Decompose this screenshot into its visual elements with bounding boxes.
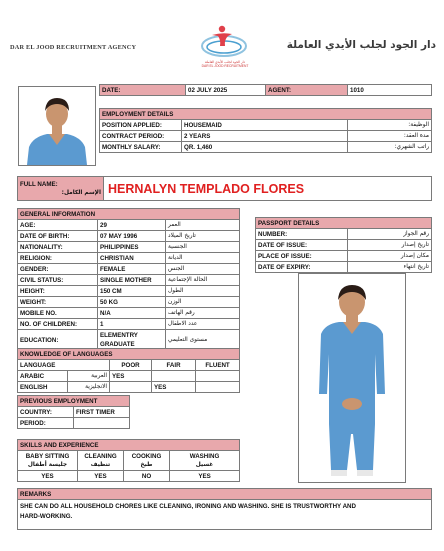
nationality-label-ar: الجنسية — [166, 242, 240, 253]
general-information-table — [17, 208, 240, 351]
age-label: AGE: — [18, 220, 98, 231]
agency-name-arabic: دار الجود لجلب الأيدي العاملة — [286, 39, 436, 51]
age-value: 29 — [98, 220, 166, 231]
skills-heading: SKILLS AND EXPERIENCE — [18, 440, 240, 451]
position-label-ar: الوظيفة: — [348, 120, 432, 131]
salary-label: MONTHLY SALARY: — [100, 142, 182, 153]
applicant-portrait-photo — [18, 86, 96, 166]
nationality-label: NATIONALITY: — [18, 242, 98, 253]
languages-header-language: LANGUAGE — [18, 360, 110, 371]
languages-header-fluent: FLUENT — [196, 360, 240, 371]
previous-country-value: FIRST TIMER — [74, 407, 130, 418]
contract-label-ar: مدة العقد: — [348, 131, 432, 142]
date-label: DATE: — [100, 85, 186, 96]
contract-value: 2 YEARS — [182, 131, 348, 142]
salary-label-ar: راتب الشهري: — [348, 142, 432, 153]
education-label: EDUCATION: — [18, 330, 98, 351]
full-name-value: HERNALYN TEMPLADO FLORES — [104, 177, 432, 201]
mobile-label: MOBILE NO. — [18, 308, 98, 319]
agent-label: AGENT: — [266, 85, 348, 96]
date-agent-table — [99, 84, 432, 96]
dob-label: DATE OF BIRTH: — [18, 231, 98, 242]
mobile-label-ar: رقم الهاتف — [166, 308, 240, 319]
height-label: HEIGHT: — [18, 286, 98, 297]
passport-issue-place-label: PLACE OF ISSUE: — [256, 251, 348, 262]
date-value: 02 JULY 2025 — [186, 85, 266, 96]
applicant-full-body-photo — [298, 273, 406, 483]
nationality-value: PHILIPPINES — [98, 242, 166, 253]
religion-label-ar: الديانة — [166, 253, 240, 264]
religion-value: CHRISTIAN — [98, 253, 166, 264]
agent-value: 1010 — [348, 85, 432, 96]
skill-cooking-value: NO — [124, 471, 170, 482]
position-label: POSITION APPLIED: — [100, 120, 182, 131]
skill-cleaning-value: YES — [78, 471, 124, 482]
passport-issue-date-label-ar: تاريخ إصدار — [348, 240, 432, 251]
gender-label: GENDER: — [18, 264, 98, 275]
age-label-ar: العمر — [166, 220, 240, 231]
remarks-heading: REMARKS — [18, 489, 432, 500]
agency-name-english: DAR EL JOOD RECRUITMENT AGENCY — [10, 44, 137, 51]
language-english-fluent — [196, 382, 240, 393]
position-value: HOUSEMAID — [182, 120, 348, 131]
languages-heading: KNOWLEDGE OF LANGUAGES — [18, 349, 240, 360]
language-arabic-label-ar: العربية — [68, 371, 110, 382]
remarks-table — [17, 488, 432, 530]
education-label-ar: مستوى التعليمي — [166, 330, 240, 351]
employment-details-table — [99, 108, 432, 153]
language-arabic-label: ARABIC — [18, 371, 68, 382]
weight-label-ar: الوزن — [166, 297, 240, 308]
previous-employment-heading: PREVIOUS EMPLOYMENT — [18, 396, 130, 407]
previous-period-label: PERIOD: — [18, 418, 74, 429]
weight-label: WEIGHT: — [18, 297, 98, 308]
general-information-heading: GENERAL INFORMATION — [18, 209, 240, 220]
language-english-poor — [110, 382, 152, 393]
skills-table — [17, 439, 240, 482]
skill-cleaning: CLEANING تنظيف — [78, 451, 124, 471]
gender-value: FEMALE — [98, 264, 166, 275]
language-arabic-fair — [152, 371, 196, 382]
agency-logo — [198, 22, 250, 60]
language-english-label: ENGLISH — [18, 382, 68, 393]
language-arabic-fluent — [196, 371, 240, 382]
civil-status-value: SINGLE MOTHER — [98, 275, 166, 286]
language-arabic-poor: YES — [110, 371, 152, 382]
remarks-text: SHE CAN DO ALL HOUSEHOLD CHORES LIKE CLEANING, IRONING AND WASHING. SHE IS TRUSTWORTHY AND HARD-WORKING. — [18, 500, 432, 530]
gender-label-ar: الجنس — [166, 264, 240, 275]
passport-details-table — [255, 217, 432, 273]
full-name-table — [17, 176, 432, 201]
height-label-ar: الطول — [166, 286, 240, 297]
language-english-label-ar: الانجليزية — [68, 382, 110, 393]
contract-label: CONTRACT PERIOD: — [100, 131, 182, 142]
skill-cooking: COOKING طبخ — [124, 451, 170, 471]
previous-employment-table — [17, 395, 130, 429]
education-value: ELEMENTRY GRADUATE — [98, 330, 166, 351]
dob-value: 07 MAY 1996 — [98, 231, 166, 242]
religion-label: RELIGION: — [18, 253, 98, 264]
skill-washing-value: YES — [170, 471, 240, 482]
mobile-value: N/A — [98, 308, 166, 319]
passport-details-heading: PASSPORT DETAILS — [256, 218, 432, 229]
previous-period-value — [74, 418, 130, 429]
civil-status-label-ar: الحالة الإجتماعية — [166, 275, 240, 286]
employment-details-heading: EMPLOYMENT DETAILS — [100, 109, 432, 120]
salary-value: QR. 1,460 — [182, 142, 348, 153]
languages-header-fair: FAIR — [152, 360, 196, 371]
language-english-fair: YES — [152, 382, 196, 393]
children-label: NO. OF CHILDREN: — [18, 319, 98, 330]
passport-issue-date-label: DATE OF ISSUE: — [256, 240, 348, 251]
height-value: 150 CM — [98, 286, 166, 297]
skill-baby-sitting-value: YES — [18, 471, 78, 482]
languages-header-poor: POOR — [110, 360, 152, 371]
passport-number-label: NUMBER: — [256, 229, 348, 240]
weight-value: 50 KG — [98, 297, 166, 308]
children-label-ar: عدد الاطفال — [166, 319, 240, 330]
passport-issue-place-label-ar: مكان إصدار — [348, 251, 432, 262]
civil-status-label: CIVIL STATUS: — [18, 275, 98, 286]
dob-label-ar: تاريخ الميلاد — [166, 231, 240, 242]
passport-number-label-ar: رقم الجواز — [348, 229, 432, 240]
skill-baby-sitting: BABY SITTING جليسة أطفال — [18, 451, 78, 471]
logo-caption: دار الجود لجلب الأيدي العاملة DAR EL JOOD RECRUITMENT — [201, 60, 249, 69]
full-name-label: FULL NAME: الإسم الكامل: — [18, 177, 104, 201]
previous-country-label: COUNTRY: — [18, 407, 74, 418]
passport-expiry-label: DATE OF EXPIRY: — [256, 262, 348, 273]
passport-expiry-label-ar: تاريخ انتهاء — [348, 262, 432, 273]
languages-table — [17, 348, 240, 393]
skill-washing: WASHING غسيل — [170, 451, 240, 471]
children-value: 1 — [98, 319, 166, 330]
